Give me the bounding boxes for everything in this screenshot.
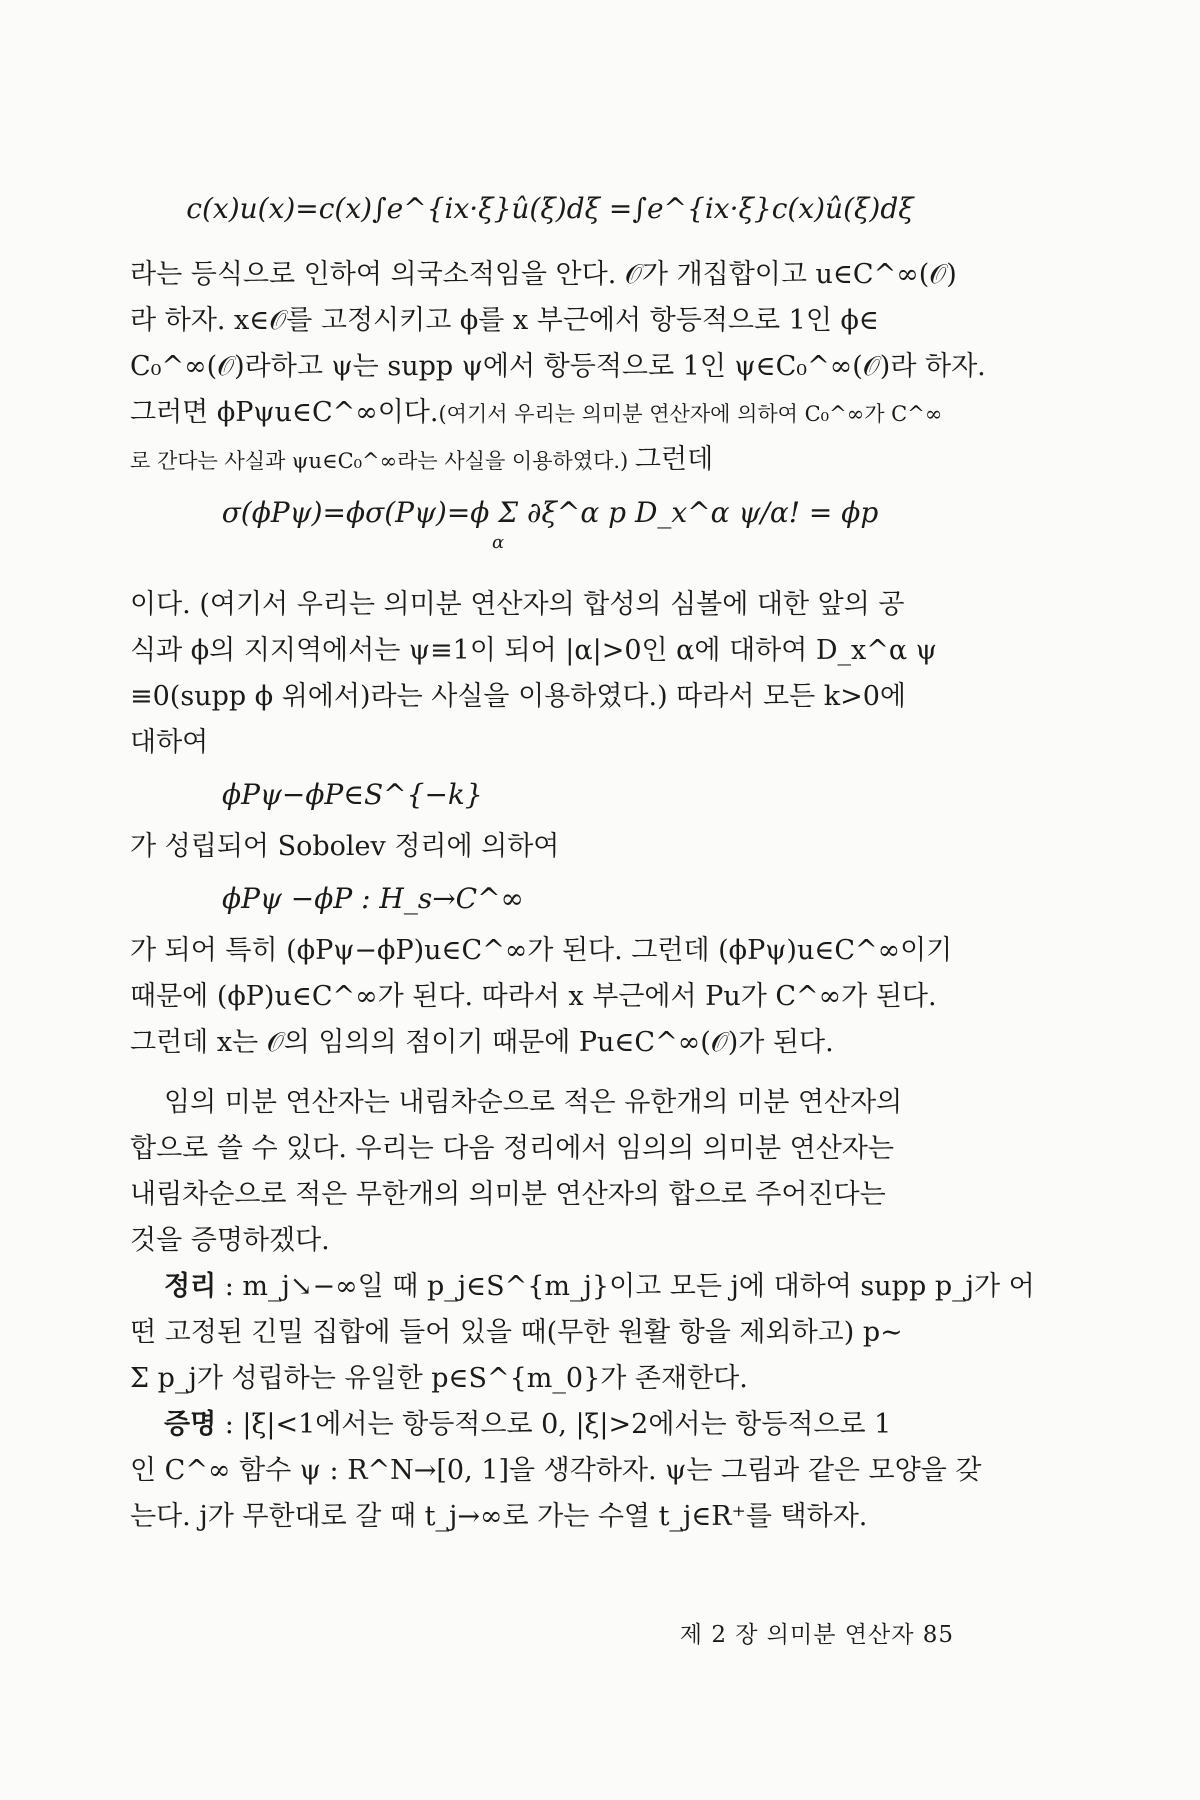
text-line: 때문에 (ϕP)u∈C^∞가 된다. 따라서 x 부근에서 Pu가 C^∞가 된다.	[130, 981, 937, 1012]
text-line: 라 하자. x∈𝒪를 고정시키고 ϕ를 x 부근에서 항등적으로 1인 ϕ∈	[130, 305, 879, 336]
text-line: ≡0(supp ϕ 위에서)라는 사실을 이용하였다.) 따라서 모든 k>0에	[130, 681, 906, 712]
proof-block	[130, 1402, 1010, 1540]
equation-convolution: c(x)u(x)=c(x)∫e^{ix·ξ}û(ξ)dξ =∫e^{ix·ξ}c(x)û(ξ)dξ	[186, 192, 914, 225]
text-line: 그러면 ϕPψu∈C^∞이다.(여기서 우리는 의미분 연산자에 의하여 C₀^∞가 C^∞	[130, 397, 943, 428]
text-line: 로 간다는 사실과 ψu∈C₀^∞라는 사실을 이용하였다.) 그런데	[130, 444, 714, 475]
text-line: 라는 등식으로 인하여 의국소적임을 안다. 𝒪가 개집합이고 u∈C^∞(𝒪)	[130, 259, 957, 290]
page-body	[130, 180, 1035, 1540]
text-line: Σ p_j가 성립하는 유일한 p∈S^{m_0}가 존재한다.	[130, 1363, 748, 1394]
page-footer: 제 2 장 의미분 연산자 85	[679, 1622, 954, 1648]
paragraph-intro	[130, 1080, 1010, 1264]
text-line: 떤 고정된 긴밀 집합에 들어 있을 때(무한 원활 항을 제외하고) p∼	[130, 1317, 903, 1348]
sum-index: α	[492, 532, 505, 553]
parenthetical-note: (여기서 우리는 의미분 연산자에 의하여 C₀^∞가 C^∞	[438, 402, 943, 426]
text-line: 대하여	[130, 727, 209, 758]
paragraph-local	[130, 252, 1010, 484]
text-line: 임의 미분 연산자는 내림차순으로 적은 유한개의 미분 연산자의	[164, 1087, 903, 1118]
equation-sigma: σ(ϕPψ)=ϕσ(Pψ)=ϕ Σ ∂ξ^α p D_x^α ψ/α! = ϕp	[221, 496, 879, 529]
text-line: 그런데 x는 𝒪의 임의의 점이기 때문에 Pu∈C^∞(𝒪)가 된다.	[130, 1027, 834, 1058]
text-line: 가 성립되어 Sobolev 정리에 의하여	[130, 831, 560, 862]
text-line: 식과 ϕ의 지지역에서는 ψ≡1이 되어 |α|>0인 α에 대하여 D_x^α ψ	[130, 635, 937, 666]
text-line: 정리 : m_j↘−∞일 때 p_j∈S^{m_j}이고 모든 j에 대하여 supp p_j가 어	[164, 1271, 1035, 1302]
theorem-label: 정리	[164, 1271, 217, 1302]
text-line: 내림차순으로 적은 무한개의 의미분 연산자의 합으로 주어진다는	[130, 1179, 886, 1210]
text-line: 가 되어 특히 (ϕPψ−ϕP)u∈C^∞가 된다. 그런데 (ϕPψ)u∈C^∞이기	[130, 935, 953, 966]
text-line: C₀^∞(𝒪)라하고 ψ는 supp ψ에서 항등적으로 1인 ψ∈C₀^∞(𝒪)라 하자.	[130, 351, 986, 382]
theorem-block	[130, 1264, 1035, 1402]
text-line: 인 C^∞ 함수 ψ : R^N→[0, 1]을 생각하자. ψ는 그림과 같은 모양을 갖	[130, 1455, 982, 1486]
text-line: 것을 증명하겠다.	[130, 1225, 330, 1256]
equation-sobolev: ϕPψ −ϕP : H_s→C^∞	[222, 882, 524, 915]
paragraph-conclusion	[130, 928, 1010, 1066]
text-line: 는다. j가 무한대로 갈 때 t_j→∞로 가는 수열 t_j∈R⁺를 택하자.	[130, 1501, 868, 1532]
text-line: 증명 : |ξ|<1에서는 항등적으로 0, |ξ|>2에서는 항등적으로 1	[164, 1409, 892, 1440]
paragraph-composition	[130, 582, 1010, 766]
equation-smoothing: ϕPψ−ϕP∈S^{−k}	[222, 778, 483, 811]
text-line: 이다. (여기서 우리는 의미분 연산자의 합성의 심볼에 대한 앞의 공	[130, 589, 905, 620]
proof-label: 증명	[164, 1409, 217, 1440]
text-line: 합으로 쓸 수 있다. 우리는 다음 정리에서 임의의 의미분 연산자는	[130, 1133, 894, 1164]
